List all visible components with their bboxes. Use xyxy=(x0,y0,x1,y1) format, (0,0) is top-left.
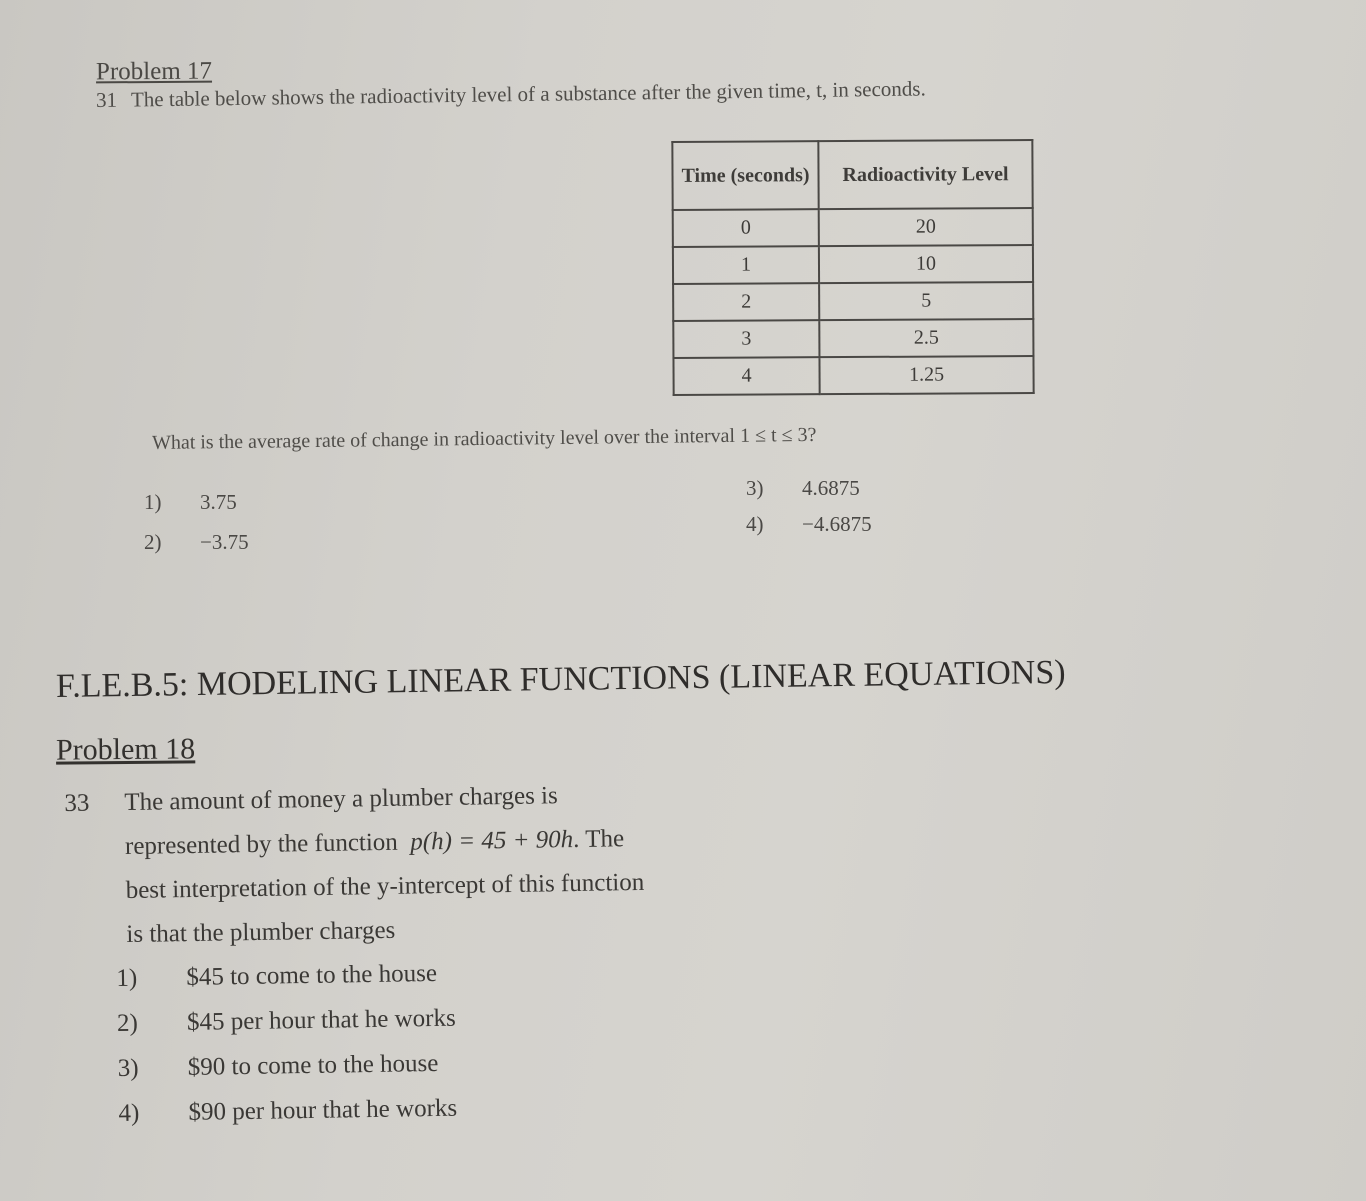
choice-number: 2) xyxy=(144,530,162,554)
choice-number: 3) xyxy=(117,1054,139,1082)
answer-choice-2[interactable] xyxy=(117,996,456,1046)
question-31 xyxy=(96,76,926,113)
table-header-row xyxy=(672,140,1032,210)
level-cell: 2.5 xyxy=(819,319,1033,357)
problem-17-heading: Problem 17 xyxy=(95,57,213,86)
answer-choice-2[interactable] xyxy=(144,530,249,555)
choice-number: 4) xyxy=(118,1099,140,1127)
level-cell: 1.25 xyxy=(819,356,1033,394)
table-row xyxy=(673,319,1033,358)
time-cell: 4 xyxy=(673,357,819,395)
answer-choice-4[interactable] xyxy=(118,1086,457,1136)
choice-text: 4.6875 xyxy=(802,476,860,500)
time-cell: 1 xyxy=(673,246,819,284)
choice-number: 4) xyxy=(746,512,764,536)
answer-choice-4[interactable] xyxy=(746,512,872,537)
choice-text: $45 per hour that he works xyxy=(186,1004,456,1036)
question-31-text: The table below shows the radioactivity level of a substance after the given time, t, in seconds. xyxy=(130,76,926,112)
answer-choice-1[interactable] xyxy=(116,951,455,1001)
table-row xyxy=(673,208,1033,247)
level-cell: 5 xyxy=(819,282,1033,320)
question-33-number: 33 xyxy=(64,789,90,817)
time-column-header: Time (seconds) xyxy=(672,141,818,210)
choice-text: $45 to come to the house xyxy=(186,959,438,991)
radioactivity-column-header: Radioactivity Level xyxy=(818,140,1032,209)
radioactivity-table xyxy=(671,139,1034,396)
choice-number: 1) xyxy=(116,964,138,992)
question-33-line-4: is that the plumber charges xyxy=(126,916,396,949)
problem-18-choices xyxy=(116,951,457,1136)
choice-text: −4.6875 xyxy=(802,512,872,536)
time-cell: 2 xyxy=(673,283,819,321)
choice-number: 2) xyxy=(116,1009,139,1037)
time-cell: 3 xyxy=(673,320,819,358)
choice-text: $90 to come to the house xyxy=(187,1049,439,1081)
level-cell: 10 xyxy=(819,245,1033,283)
table-row xyxy=(673,245,1033,284)
level-cell: 20 xyxy=(819,208,1033,246)
question-31-number: 31 xyxy=(95,87,118,112)
table-row xyxy=(673,282,1033,321)
problem-18-heading: Problem 18 xyxy=(55,732,196,767)
answer-choice-1[interactable] xyxy=(144,490,237,515)
choice-text: −3.75 xyxy=(200,530,249,554)
choice-text: 3.75 xyxy=(200,490,237,514)
time-cell: 0 xyxy=(673,209,819,247)
question-33-line-3: best interpretation of the y-intercept of this function xyxy=(125,868,645,905)
choice-number: 3) xyxy=(746,476,764,500)
question-33 xyxy=(64,769,887,958)
table-row xyxy=(673,356,1033,395)
choice-text: $90 per hour that he works xyxy=(188,1094,458,1126)
answer-choice-3[interactable] xyxy=(746,476,860,501)
question-33-line-2-end: . The xyxy=(572,825,625,854)
question-33-line-1-text: The amount of money a plumber charges is xyxy=(124,782,558,817)
choice-number: 1) xyxy=(144,490,162,514)
section-title: F.LE.B.5: MODELING LINEAR FUNCTIONS (LINEAR EQUATIONS) xyxy=(55,653,1066,705)
question-33-line-2-text: represented by the function xyxy=(124,828,399,861)
function-expression: p(h) = 45 + 90h xyxy=(410,826,574,856)
answer-choice-3[interactable] xyxy=(117,1041,456,1091)
rate-of-change-prompt: What is the average rate of change in radioactivity level over the interval 1 ≤ t ≤ 3? xyxy=(151,423,817,454)
